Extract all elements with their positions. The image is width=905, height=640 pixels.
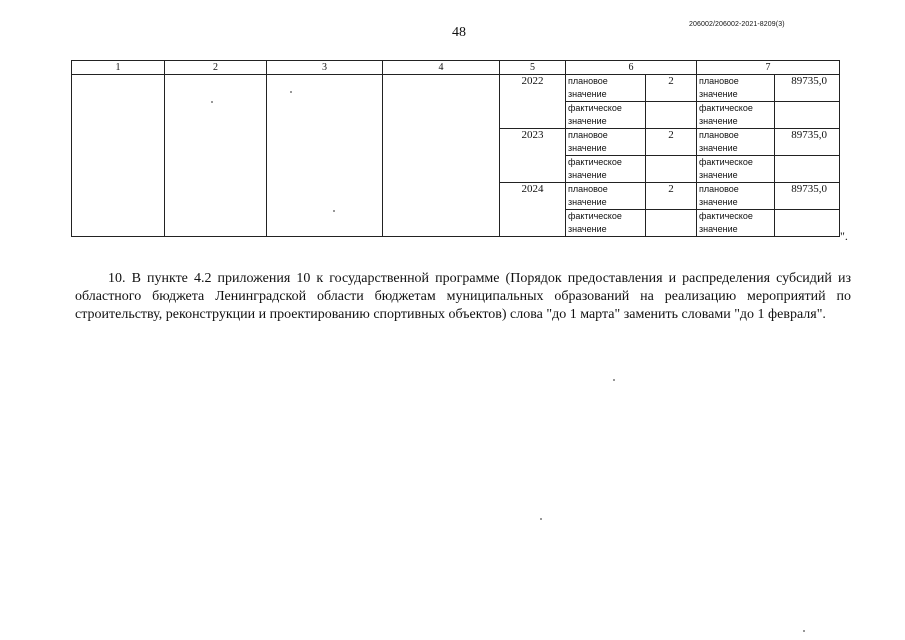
amendment-paragraph: 10. В пункте 4.2 приложения 10 к государственной программе (Порядок предоставления и распределения субсидий из областного бюджета Ленинградской области бюджетам муниципальных образований на реализацию мероприятий по строительству, реконструкции и проектированию спортивных объектов) слова "до 1 марта" заменить словами "до 1 февраля".: [75, 271, 851, 322]
closing-quote: ".: [840, 229, 848, 243]
scan-speck: [803, 630, 805, 632]
actual-count: [646, 210, 697, 237]
column-number: 1: [72, 61, 165, 75]
column-number: 2: [165, 61, 267, 75]
actual-label-col7: фактическое значение: [697, 210, 775, 237]
empty-cell: [267, 75, 383, 237]
column-number: 4: [383, 61, 500, 75]
planned-count: 2: [646, 129, 697, 156]
planned-value: 89735,0: [775, 183, 840, 210]
actual-count: [646, 156, 697, 183]
scan-speck: [613, 379, 615, 381]
planned-count: 2: [646, 75, 697, 102]
subsidy-table: [71, 60, 840, 237]
actual-label-col7: фактическое значение: [697, 156, 775, 183]
column-number: 5: [500, 61, 566, 75]
column-number: 3: [267, 61, 383, 75]
actual-value: [775, 156, 840, 183]
actual-label: фактическое значение: [566, 102, 646, 129]
column-number: 6: [566, 61, 697, 75]
year-cell: 2023: [500, 129, 566, 183]
scan-speck: [211, 101, 213, 103]
planned-value: 89735,0: [775, 129, 840, 156]
page-number: 48: [452, 25, 466, 40]
scan-speck: [333, 210, 335, 212]
year-cell: 2022: [500, 75, 566, 129]
document-code: 206002/206002-2021-8209(3): [689, 21, 785, 28]
scan-speck: [540, 518, 542, 520]
year-cell: 2024: [500, 183, 566, 237]
actual-label: фактическое значение: [566, 210, 646, 237]
planned-value: 89735,0: [775, 75, 840, 102]
empty-cell: [165, 75, 267, 237]
table-row: [72, 75, 840, 102]
column-number: 7: [697, 61, 840, 75]
planned-count: 2: [646, 183, 697, 210]
empty-cell: [383, 75, 500, 237]
planned-label: плановое значение: [566, 183, 646, 210]
actual-value: [775, 210, 840, 237]
empty-cell: [72, 75, 165, 237]
actual-label: фактическое значение: [566, 156, 646, 183]
planned-label: плановое значение: [566, 75, 646, 102]
scan-speck: [290, 91, 292, 93]
table-header-row: [72, 61, 840, 75]
actual-value: [775, 102, 840, 129]
planned-label-col7: плановое значение: [697, 183, 775, 210]
planned-label: плановое значение: [566, 129, 646, 156]
planned-label-col7: плановое значение: [697, 129, 775, 156]
actual-count: [646, 102, 697, 129]
planned-label-col7: плановое значение: [697, 75, 775, 102]
actual-label-col7: фактическое значение: [697, 102, 775, 129]
